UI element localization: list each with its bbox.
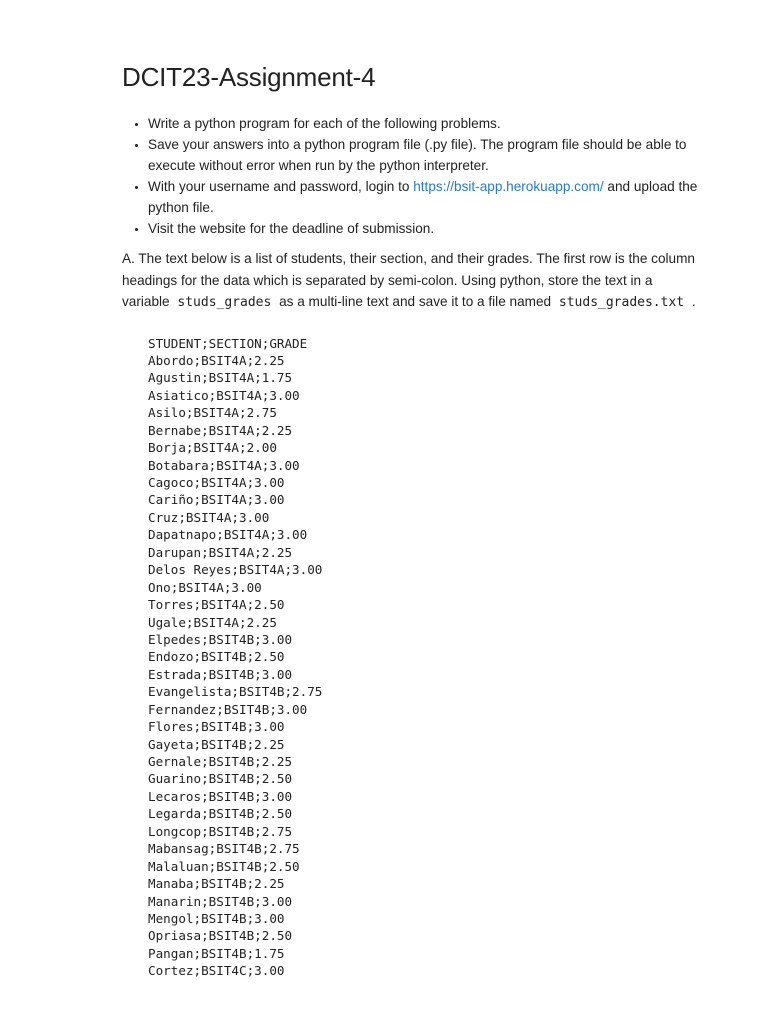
code-line: Fernandez;BSIT4B;3.00 <box>148 701 308 717</box>
code-block <box>148 335 702 980</box>
code-line: Manaba;BSIT4B;2.25 <box>148 876 285 892</box>
document-body <box>122 58 702 980</box>
code-line: Evangelista;BSIT4B;2.75 <box>148 684 323 700</box>
code-line: Pangan;BSIT4B;1.75 <box>148 945 285 961</box>
instruction-text: Visit the website for the deadline of submission. <box>148 221 435 236</box>
code-line: Gernale;BSIT4B;2.25 <box>148 754 293 769</box>
code-line: Lecaros;BSIT4B;3.00 <box>148 788 293 804</box>
code-line: Manarin;BSIT4B;3.00 <box>148 893 293 909</box>
code-line: Asilo;BSIT4A;2.75 <box>148 405 277 421</box>
code-line: Endozo;BSIT4B;2.50 <box>148 649 285 665</box>
problem-a-paragraph <box>122 248 702 314</box>
code-line: STUDENT;SECTION;GRADE <box>148 335 308 351</box>
code-line: Delos Reyes;BSIT4A;3.00 <box>148 562 323 578</box>
problem-text: . <box>688 294 696 309</box>
code-line: Flores;BSIT4B;3.00 <box>148 719 285 735</box>
code-line: Ugale;BSIT4A;2.25 <box>148 614 277 630</box>
code-line: Mabansag;BSIT4B;2.75 <box>148 841 300 857</box>
code-line: Asiatico;BSIT4A;3.00 <box>148 387 300 403</box>
code-line: Torres;BSIT4A;2.50 <box>148 597 285 613</box>
code-line: Abordo;BSIT4A;2.25 <box>148 352 285 368</box>
list-item <box>148 113 702 134</box>
code-line: Gayeta;BSIT4B;2.25 <box>148 736 285 752</box>
code-line: Darupan;BSIT4A;2.25 <box>148 544 293 560</box>
page-title: DCIT23-Assignment-4 <box>122 62 376 92</box>
code-line: Estrada;BSIT4B;3.00 <box>148 666 293 682</box>
list-item <box>148 218 702 239</box>
inline-code-filename: studs_grades.txt <box>558 295 685 310</box>
list-item <box>148 134 702 176</box>
inline-code-variable: studs_grades <box>177 295 272 310</box>
code-line: Cariño;BSIT4A;3.00 <box>148 492 285 508</box>
code-line: Longcop;BSIT4B;2.75 <box>148 823 293 839</box>
code-line: Legarda;BSIT4B;2.50 <box>148 806 293 822</box>
instruction-text: Save your answers into a python program file (.py file). The program file should be able to execute without error when run by the python interpreter. <box>148 137 687 173</box>
code-line: Elpedes;BSIT4B;3.00 <box>148 631 293 647</box>
code-line: Ono;BSIT4A;3.00 <box>148 579 262 595</box>
instruction-text: With your username and password, login to <box>148 179 414 194</box>
code-line: Cortez;BSIT4C;3.00 <box>148 963 285 979</box>
code-line: Botabara;BSIT4A;3.00 <box>148 457 300 473</box>
code-line: Cagoco;BSIT4A;3.00 <box>148 475 285 490</box>
code-line: Bernabe;BSIT4A;2.25 <box>148 422 293 438</box>
code-line: Agustin;BSIT4A;1.75 <box>148 370 293 386</box>
code-line: Mengol;BSIT4B;3.00 <box>148 910 285 926</box>
code-line: Dapatnapo;BSIT4A;3.00 <box>148 527 308 543</box>
code-line: Cruz;BSIT4A;3.00 <box>148 509 270 525</box>
code-line: Guarino;BSIT4B;2.50 <box>148 771 293 787</box>
problem-text: as a multi-line text and save it to a file named <box>275 294 555 309</box>
upload-site-link[interactable]: https://bsit-app.herokuapp.com/ <box>413 179 604 194</box>
instruction-text: and upload the python file. <box>148 179 698 215</box>
code-line: Opriasa;BSIT4B;2.50 <box>148 928 293 944</box>
list-item <box>148 176 702 218</box>
code-line: Malaluan;BSIT4B;2.50 <box>148 858 300 874</box>
problem-text: A. The text below is a list of students, their section, and their grades. The first row is the column headings for the data which is separated by semi-colon. Using python, store the text in a variable <box>122 251 695 309</box>
instructions-list <box>122 113 702 239</box>
code-line: Borja;BSIT4A;2.00 <box>148 440 277 456</box>
instruction-text: Write a python program for each of the following problems. <box>148 116 501 131</box>
